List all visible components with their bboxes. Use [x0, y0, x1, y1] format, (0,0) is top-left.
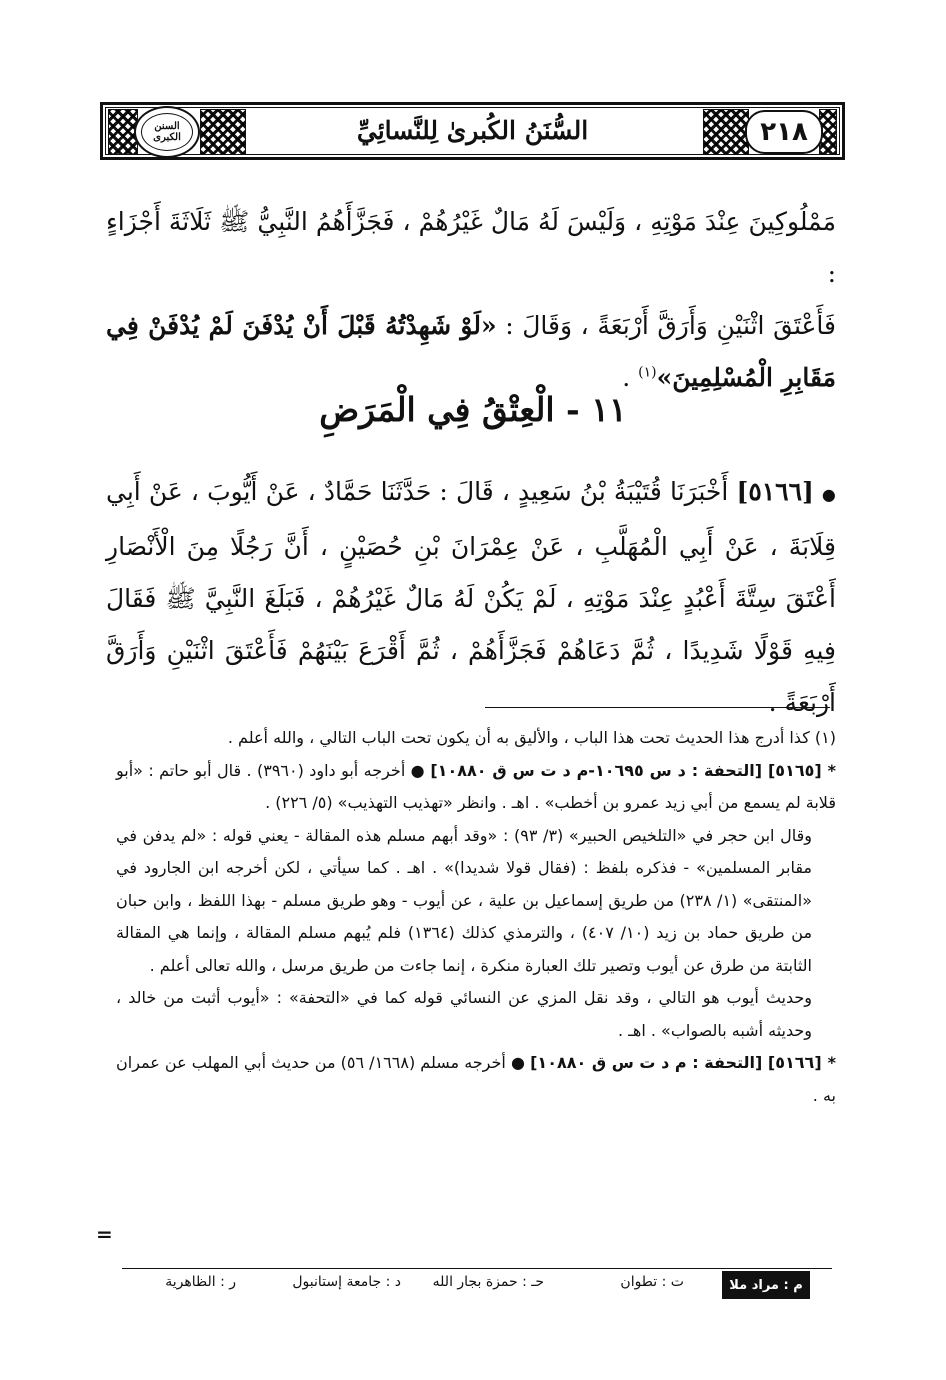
hadith-text — [106, 466, 836, 729]
legend-item-istanbul: د : جامعة إستانبول — [292, 1274, 401, 1290]
seal-inner — [141, 113, 193, 151]
takhrij-text: أخرجه أبو داود (٣٩٦٠) . قال أبو حاتم : «أبو قلابة لم يسمع من أبي زيد عمرو بن أخطب» . اهـ . وانظر «تهذيب التهذيب» (٥/ ٢٢٦) . — [116, 760, 836, 812]
star-icon: * — [827, 760, 837, 780]
takhrij-text: أخرجه مسلم (١٦٦٨/ ٥٦) من حديث أبي المهلب عن عمران به . — [116, 1053, 836, 1105]
prophet-quote: «لَوْ شَهِدْتُهُ قَبْلَ أَنْ يُدْفَنَ لَمْ يُدْفَنْ فِي مَقَابِرِ الْمُسْلِمِينَ» — [106, 311, 836, 392]
takhrij-paragraph: وقال ابن حجر في «التلخيص الحبير» (٣/ ٩٣) : «وقد أبهم مسلم هذه المقالة - يعني قوله : «لم يدفن في مقابر المسلمين» - فذكره بلفظ : (فقال قولا شديدا)» . اهـ . كما سيأتي ، لكن أخرجه ابن الجارود في «المنتقى» (١/ ٢٣٨) من طريق إسماعيل بن علية ، عن أيوب - وهو طريق مسلم - بهذا اللفظ ، وابن حبان من طريق حماد بن زيد (١٠/ ٤٠٧) ، والترمذي كذلك (١٣٦٤) فلم يُبهم مسلم المقالة ، وإنما هي المقالة الثابتة من طرق عن أيوب وتصير تلك العبارة منكرة ، إنما جاءت من طريق مرسل ، والله تعالى أعلم . — [116, 825, 813, 975]
manuscript-badge: م : مراد ملا — [722, 1271, 810, 1299]
footnote-ref: (١) — [638, 364, 657, 381]
footnotes — [116, 722, 836, 1112]
paragraph-text: فَأَعْتَقَ اثْنَيْنِ وَأَرَقَّ أَرْبَعَةً ، وَقَالَ : — [496, 311, 836, 340]
tuhfa-ref-5166: [٥١٦٦] [التحفة : م د ت س ق ١٠٨٨٠] — [530, 1053, 822, 1072]
page-number: ٢١٨ — [745, 110, 823, 154]
paragraph-continuation — [106, 196, 836, 404]
tuhfa-ref-5165: [٥١٦٥] [التحفة : د س ١٠٦٩٥-م د ت س ق ١٠٨٨٠] — [430, 760, 822, 780]
footnote-1: (١) كذا أدرج هذا الحديث تحت هذا الباب ، والأليق به أن يكون تحت الباب التالي ، والله أعلم . — [227, 728, 836, 747]
section-title: ١١ - الْعِتْقُ فِي الْمَرَضِ — [319, 390, 627, 429]
paragraph-end: . — [622, 363, 639, 392]
akhbarana-word: أَخْبَرَنَا — [670, 477, 729, 506]
dot-icon: ● — [410, 760, 425, 780]
ornament-right — [703, 109, 749, 155]
page-header — [100, 102, 845, 160]
legend-divider — [122, 1268, 832, 1269]
takhrij-5165 — [116, 755, 836, 820]
continuation-mark: = — [96, 1222, 113, 1246]
legend-item-tetouan: ت : تطوان — [620, 1274, 684, 1290]
book-title: السُّنَنُ الكُبرىٰ لِلنَّسائِيِّ — [356, 115, 589, 145]
hadith-5166 — [106, 466, 836, 729]
ornament-left — [200, 109, 246, 155]
paragraph-line: مَمْلُوكِينَ عِنْدَ مَوْتِهِ ، وَلَيْسَ لَهُ مَالٌ غَيْرُهُمْ ، فَجَزَّأَهُمُ النَّبِيُّ ﷺ ثَلَاثَةَ أَجْزَاءٍ : — [106, 207, 836, 288]
footnote-divider — [485, 707, 830, 708]
book-seal-icon — [134, 106, 200, 158]
hadith-number: [٥١٦٦] — [736, 477, 814, 506]
star-icon: * — [827, 1053, 836, 1072]
bullet-icon: ● — [821, 485, 837, 504]
legend-item-zahiriyya: ر : الظاهرية — [165, 1274, 236, 1290]
legend-item-hamza: حـ : حمزة بجار الله — [432, 1274, 544, 1290]
paragraph-line — [106, 300, 836, 404]
seal-text: السنن الكبرى — [153, 121, 181, 143]
dot-icon: ● — [510, 1053, 525, 1072]
hadith-body: قُتَيْبَةُ بْنُ سَعِيدٍ ، قَالَ : حَدَّثَنَا حَمَّادٌ ، عَنْ أَيُّوبَ ، عَنْ أَبِي قِلَابَةَ ، عَنْ أَبِي الْمُهَلَّبِ ، عَنْ عِمْرَانَ بْنِ حُصَيْنٍ ، أَنَّ رَجُلًا مِنَ الْأَنْصَارِ أَعْتَقَ سِتَّةَ أَعْبُدٍ عِنْدَ مَوْتِهِ ، لَمْ يَكُنْ لَهُ مَالٌ غَيْرُهُمْ ، فَبَلَغَ النَّبِيَّ ﷺ فَقَالَ فِيهِ قَوْلًا شَدِيدًا ، ثُمَّ دَعَاهُمْ فَجَزَّأَهُمْ ، ثُمَّ أَقْرَعَ بَيْنَهُمْ فَأَعْتَقَ اثْنَيْنِ وَأَرَقَّ أَرْبَعَةً . — [106, 477, 836, 717]
takhrij-5166 — [116, 1047, 836, 1112]
takhrij-paragraph: وحديث أيوب هو التالي ، وقد نقل المزي عن النسائي قوله كما في «التحفة» : «أيوب أثبت من خالد ، وحديثه أشبه بالصواب» . اهـ . — [116, 988, 812, 1040]
